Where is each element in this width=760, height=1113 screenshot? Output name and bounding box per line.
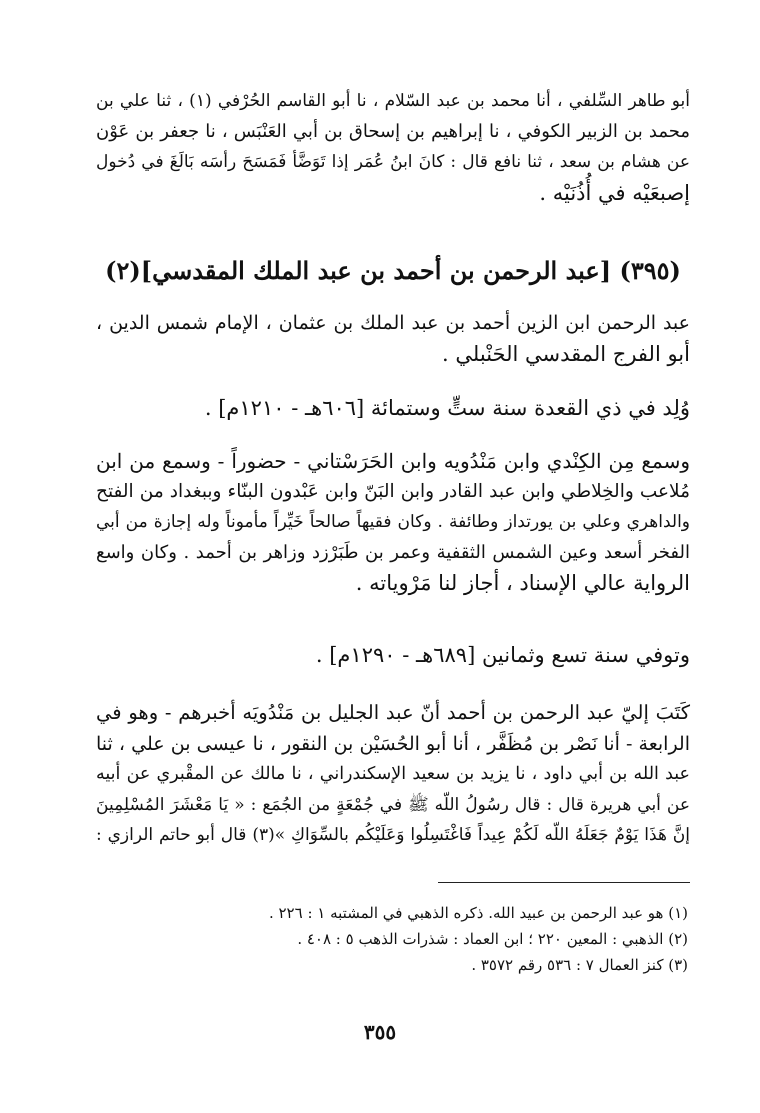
- footnote: (٢) الذهبي : المعين ٢٢٠ ؛ ابن العماد : شذرات الذهب ٥ : ٤٠٨ .: [297, 930, 688, 948]
- text-line: عن أبي هريرة قال : قال رسُولُ اللّه ﷺ في جُمْعَةٍ من الجُمَع : « يَا مَعْشَرَ المُسْلِمِينَ: [96, 794, 690, 815]
- text-line: إنَّ هَذَا يَوْمٌ جَعَلَهُ اللّه لَكُمْ عِيداً فَاغْتَسِلُوا وَعَلَيْكُم بالسِّوَاكِ »(٣) قال أبو حاتم الرازي :: [96, 825, 691, 845]
- footnote-divider: [438, 882, 690, 883]
- bio-paragraph: [96, 308, 690, 369]
- text-line: عبد الله بن أبي داود ، نا يزيد بن سعيد الإسكندراني ، نا مالك عن المقْبري عن أبيه: [96, 764, 690, 784]
- footnotes: [100, 900, 688, 978]
- intro-paragraph: [96, 86, 690, 208]
- text-line: وتوفي سنة تسع وثمانين [٦٨٩هـ - ١٢٩٠م] .: [315, 643, 690, 667]
- text-line: وُلِد في ذي القعدة سنة ستٍّ وستمائة [٦٠٦هـ - ١٢١٠م] .: [204, 396, 690, 420]
- text-line: والداهري وعلي بن يورتداز وطائفة . وكان فقيهاً صالحاً خَيِّراً مأموناً وله إجازة من أبي: [96, 512, 690, 532]
- footnote: (٣) كنز العمال ٧ : ٥٣٦ رقم ٣٥٧٢ .: [471, 956, 688, 974]
- birth-paragraph: [96, 393, 690, 424]
- text-line: الفخر أسعد وعين الشمس الثقفية وعمر بن طَبَرْزد وزاهر بن أحمد . وكان واسع: [96, 541, 690, 563]
- study-paragraph: [96, 446, 690, 599]
- text-line: الرابعة - أنا نَصْر بن مُظَفَّر ، أنا أبو الحُسَيْن بن النقور ، نا عيسى بن علي ، ثنا: [96, 732, 690, 755]
- text-line: مُلاعب والخِلاطي وابن عبد القادر وابن البَنّ وابن عَبْدون البنّاء وببغداد من الفتح: [96, 480, 690, 502]
- hadith-paragraph: [96, 698, 690, 851]
- entry-heading: (٣٩٥) [عبد الرحمن بن أحمد بن عبد الملك المقدسي](٢): [105, 256, 681, 285]
- text-line: إصبعَيْه في أُذُنَيْه .: [539, 180, 690, 205]
- text-line: عبد الرحمن ابن الزين أحمد بن عبد الملك بن عثمان ، الإمام شمس الدين ،: [96, 312, 690, 334]
- text-line: كَتَبَ إليّ عبد الرحمن بن أحمد أنّ عبد الجليل بن مَنْدُويَه أخبرهم - وهو في: [96, 701, 690, 724]
- text-line: وسمع مِن الكِنْدي وابن مَنْدُويه وابن الحَرَسْتاني - حضوراً - وسمع من ابن: [96, 449, 690, 473]
- footnote: (١) هو عبد الرحمن بن عبيد الله. ذكره الذهبي في المشتبه ١ : ٢٢٦ .: [268, 904, 688, 922]
- text-line: عن هشام بن سعد ، ثنا نافع قال : كانَ ابنُ عُمَر إذا تَوَضَّأ فَمَسَحَ رأسَه بَالَغَ في دُخول: [96, 152, 690, 172]
- death-paragraph: [96, 640, 690, 671]
- text-line: الرواية عالي الإسناد ، أجاز لنا مَرْوياته .: [355, 571, 690, 595]
- page-number: ٣٥٥: [363, 1020, 397, 1044]
- text-line: أبو الفرج المقدسي الحَنْبلي .: [442, 341, 690, 366]
- text-line: محمد بن الزبير الكوفي ، نا إبراهيم بن إسحاق بن أبي العَنْبَس ، نا جعفر بن عَوْن: [96, 120, 690, 142]
- text-line: أبو طاهر السِّلفي ، أنا محمد بن عبد السّلام ، نا أبو القاسم الحُرْفي (١) ، ثنا علي بن: [96, 91, 691, 111]
